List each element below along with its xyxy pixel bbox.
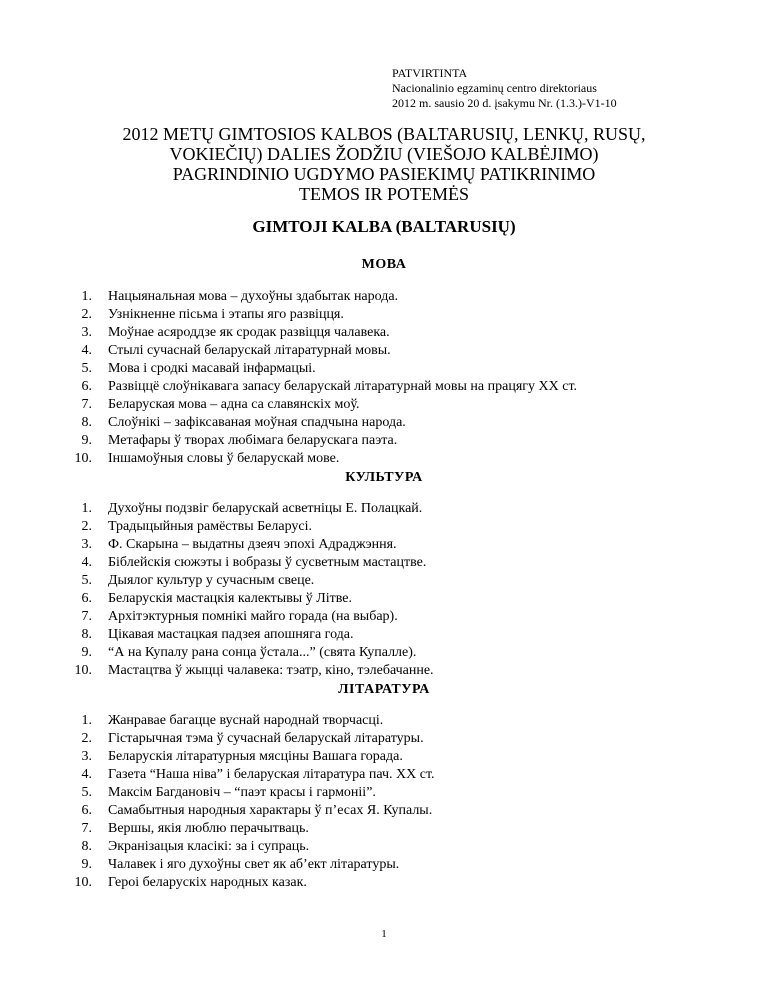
- item-number: 4.: [81, 555, 92, 570]
- topic-list-culture: [0, 500, 768, 680]
- item-number: 2.: [81, 731, 92, 746]
- list-item: [0, 360, 768, 378]
- item-text: Героі беларускіх народных казак.: [108, 875, 307, 890]
- item-text: Духоўны подзвіг беларускай асветніцы Е. Полацкай.: [108, 501, 423, 516]
- list-item: [0, 838, 768, 856]
- item-text: Максім Багдановіч – “паэт красы і гармоніі”.: [108, 785, 376, 800]
- item-number: 10.: [74, 451, 92, 466]
- title-line: VOKIEČIŲ) DALIES ŽODŽIU (VIEŠOJO KALBĖJIMO): [169, 144, 599, 164]
- item-text: Метафары ў творах любімага беларускага паэта.: [108, 433, 398, 448]
- item-text: Самабытныя народныя характары ў п’есах Я. Купалы.: [108, 803, 433, 818]
- list-item: [0, 712, 768, 730]
- item-text: Беларуская мова – адна са славянскіх моў.: [108, 397, 360, 412]
- list-item: [0, 784, 768, 802]
- item-text: Архітэктурныя помнікі майго горада (на выбар).: [108, 609, 398, 624]
- item-number: 4.: [81, 343, 92, 358]
- section-literature: [0, 681, 768, 699]
- item-text: Экранізацыя класікі: за і супраць.: [108, 839, 310, 854]
- item-text: Нацыянальная мова – духоўны здабытак народа.: [108, 289, 399, 304]
- list-item: [0, 288, 768, 306]
- item-number: 8.: [81, 415, 92, 430]
- list-item: [0, 396, 768, 414]
- item-number: 1.: [81, 289, 92, 304]
- item-number: 9.: [81, 857, 92, 872]
- item-text: Жанравае багацце вуснай народнай творчасці.: [108, 713, 384, 728]
- item-text: Беларускія мастацкія калектывы ў Літве.: [108, 591, 352, 606]
- item-text: Стылі сучаснай беларускай літаратурнай мовы.: [108, 343, 391, 358]
- item-number: 8.: [81, 839, 92, 854]
- list-item: [0, 730, 768, 748]
- item-text: Развіццё слоўнікавага запасу беларускай літаратурнай мовы на працягу ХХ ст.: [108, 379, 578, 394]
- item-text: Мастацтва ў жыцці чалавека: тэатр, кіно, тэлебачанне.: [108, 663, 434, 678]
- list-item: [0, 378, 768, 396]
- list-item: [0, 856, 768, 874]
- topic-list-literature: [0, 712, 768, 892]
- item-text: Газета “Наша ніва” і беларуская літаратура пач. ХХ ст.: [108, 767, 435, 782]
- title-line: TEMOS IR POTEMĖS: [298, 184, 469, 204]
- approval-line: PATVIRTINTA: [392, 66, 468, 80]
- item-number: 3.: [81, 749, 92, 764]
- item-text: Вершы, якія люблю перачытваць.: [108, 821, 309, 836]
- item-text: Традыцыйныя рамёствы Беларусі.: [108, 519, 312, 534]
- list-item: [0, 324, 768, 342]
- list-item: [0, 644, 768, 662]
- item-number: 8.: [81, 627, 92, 642]
- item-text: Ф. Скарына – выдатны дзеяч эпохі Адраджэння.: [108, 537, 397, 552]
- item-text: Іншамоўныя словы ў беларускай мове.: [108, 451, 340, 466]
- topic-list-language: [0, 288, 768, 468]
- item-number: 2.: [81, 307, 92, 322]
- list-item: [0, 766, 768, 784]
- item-number: 7.: [81, 397, 92, 412]
- list-item: [0, 748, 768, 766]
- page-number: 1: [381, 928, 387, 940]
- item-text: Цікавая мастацкая падзея апошняга года.: [108, 627, 354, 642]
- list-item: [0, 874, 768, 892]
- item-number: 5.: [81, 785, 92, 800]
- title-line: 2012 METŲ GIMTOSIOS KALBOS (BALTARUSIŲ, LENKŲ, RUSŲ,: [122, 124, 646, 144]
- item-number: 1.: [81, 501, 92, 516]
- list-item: [0, 590, 768, 608]
- item-text: Узнікненне пісьма і этапы яго развіцця.: [108, 307, 344, 322]
- subject-heading: GIMTOJI KALBA (BALTARUSIŲ): [252, 217, 516, 236]
- item-text: Біблейскія сюжэты і вобразы ў сусветным мастацтве.: [108, 555, 427, 570]
- section-culture: [0, 469, 768, 487]
- item-text: Моўнае асяроддзе як сродак развіцця чалавека.: [108, 325, 390, 340]
- item-text: Чалавек і яго духоўны свет як аб’ект літаратуры.: [108, 857, 400, 872]
- item-number: 6.: [81, 803, 92, 818]
- list-item: [0, 518, 768, 536]
- item-text: Слоўнікі – зафіксаваная моўная спадчына народа.: [108, 415, 406, 430]
- list-item: [0, 306, 768, 324]
- item-text: “А на Купалу рана сонца ўстала...” (свята Купалле).: [108, 645, 417, 660]
- item-number: 5.: [81, 361, 92, 376]
- item-number: 9.: [81, 433, 92, 448]
- approval-line: Nacionalinio egzaminų centro direktoriaus: [392, 81, 597, 95]
- list-item: [0, 572, 768, 590]
- list-item: [0, 554, 768, 572]
- approval-block: [392, 66, 617, 111]
- item-number: 10.: [74, 663, 92, 678]
- title-line: PAGRINDINIO UGDYMO PASIEKIMŲ PATIKRINIMO: [172, 164, 596, 184]
- item-number: 2.: [81, 519, 92, 534]
- item-number: 5.: [81, 573, 92, 588]
- section-heading: МОВА: [361, 257, 407, 272]
- list-item: [0, 820, 768, 838]
- document-title: [0, 124, 768, 204]
- approval-line: 2012 m. sausio 20 d. įsakymu Nr. (1.3.)-V1-10: [392, 96, 617, 110]
- item-number: 7.: [81, 821, 92, 836]
- item-number: 3.: [81, 325, 92, 340]
- item-text: Гістарычная тэма ў сучаснай беларускай літаратуры.: [108, 731, 424, 746]
- item-number: 10.: [74, 875, 92, 890]
- list-item: [0, 626, 768, 644]
- section-language: [0, 256, 768, 274]
- item-number: 6.: [81, 379, 92, 394]
- item-text: Беларускія літаратурныя мясціны Вашага горада.: [108, 749, 403, 764]
- list-item: [0, 608, 768, 626]
- item-number: 6.: [81, 591, 92, 606]
- list-item: [0, 432, 768, 450]
- list-item: [0, 342, 768, 360]
- section-heading: ЛІТАРАТУРА: [338, 682, 430, 697]
- item-number: 3.: [81, 537, 92, 552]
- item-number: 7.: [81, 609, 92, 624]
- list-item: [0, 802, 768, 820]
- list-item: [0, 500, 768, 518]
- item-number: 9.: [81, 645, 92, 660]
- list-item: [0, 536, 768, 554]
- item-number: 4.: [81, 767, 92, 782]
- section-heading: КУЛЬТУРА: [345, 470, 423, 485]
- item-text: Дыялог культур у сучасным свеце.: [108, 573, 315, 588]
- item-text: Мова і сродкі масавай інфармацыі.: [108, 361, 316, 376]
- list-item: [0, 662, 768, 680]
- list-item: [0, 414, 768, 432]
- list-item: [0, 450, 768, 468]
- item-number: 1.: [81, 713, 92, 728]
